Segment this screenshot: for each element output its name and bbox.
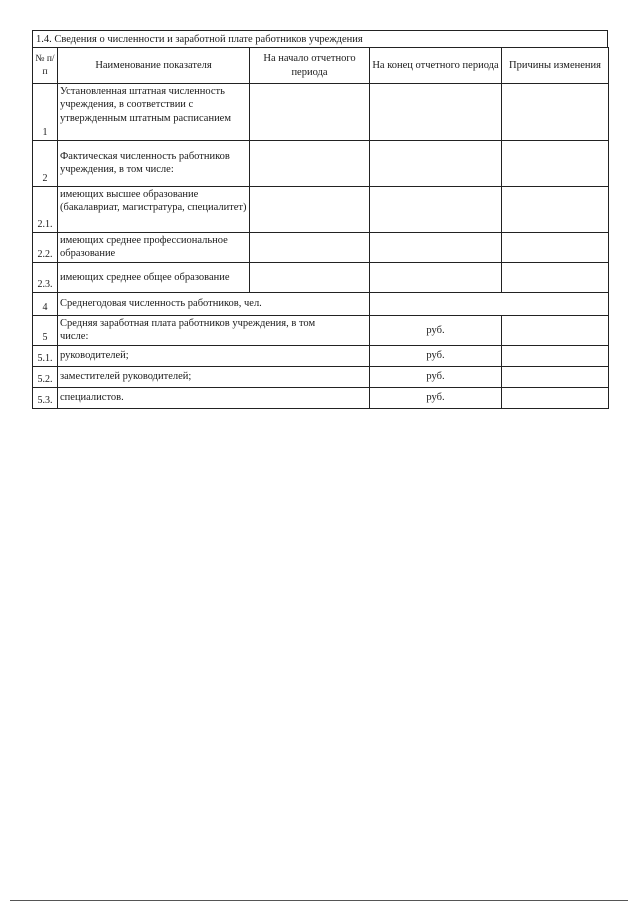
row-name: заместителей руководителей; [58, 367, 370, 388]
row-num: 2.3. [33, 263, 58, 293]
header-num: № п/п [33, 48, 58, 84]
cell-start[interactable] [250, 187, 370, 233]
row-name: Фактическая численность работников учреждения, в том числе: [58, 141, 250, 187]
cell-start[interactable] [250, 233, 370, 263]
cell-reason[interactable] [502, 233, 609, 263]
row-num: 5.2. [33, 367, 58, 388]
cell-value[interactable] [502, 316, 609, 346]
row-num: 2 [33, 141, 58, 187]
unit-rub: руб. [370, 316, 502, 346]
cell-end[interactable] [370, 84, 502, 141]
cell-end[interactable] [370, 263, 502, 293]
cell-end[interactable] [370, 187, 502, 233]
cell-reason[interactable] [502, 263, 609, 293]
report-sheet [32, 30, 608, 409]
header-end: На конец отчетного периода [370, 48, 502, 84]
row-num: 5.1. [33, 346, 58, 367]
cell-value[interactable] [370, 293, 609, 316]
table-row [33, 316, 609, 346]
row-name: руководителей; [58, 346, 370, 367]
cell-reason[interactable] [502, 187, 609, 233]
cell-reason[interactable] [502, 84, 609, 141]
table-row [33, 233, 609, 263]
table-row [33, 388, 609, 409]
row-name: специалистов. [58, 388, 370, 409]
staff-salary-table [32, 47, 609, 409]
cell-start[interactable] [250, 84, 370, 141]
cell-end[interactable] [370, 233, 502, 263]
table-row [33, 346, 609, 367]
row-num: 4 [33, 293, 58, 316]
row-name: Среднегодовая численность работников, чел. [58, 293, 370, 316]
cell-value[interactable] [502, 346, 609, 367]
row-num: 5.3. [33, 388, 58, 409]
page-bottom-line [10, 900, 628, 901]
row-num: 2.1. [33, 187, 58, 233]
table-row [33, 293, 609, 316]
cell-end[interactable] [370, 141, 502, 187]
row-name: имеющих среднее общее образование [58, 263, 250, 293]
row-num: 5 [33, 316, 58, 346]
table-row [33, 84, 609, 141]
row-name: Установленная штатная численность учреждения, в соответствии с утвержденным штатным расписанием [58, 84, 250, 141]
row-name: имеющих среднее профессиональное образование [58, 233, 250, 263]
cell-value[interactable] [502, 367, 609, 388]
table-row [33, 367, 609, 388]
section-title: 1.4. Сведения о численности и заработной плате работников учреждения [32, 30, 608, 47]
header-reason: Причины изменения [502, 48, 609, 84]
header-name: Наименование показателя [58, 48, 250, 84]
cell-value[interactable] [502, 388, 609, 409]
row-name: Средняя заработная плата работников учреждения, в том числе: [58, 316, 370, 346]
header-start: На начало отчетного периода [250, 48, 370, 84]
cell-start[interactable] [250, 141, 370, 187]
unit-rub: руб. [370, 388, 502, 409]
row-num: 2.2. [33, 233, 58, 263]
table-row [33, 263, 609, 293]
cell-start[interactable] [250, 263, 370, 293]
table-row [33, 141, 609, 187]
cell-reason[interactable] [502, 141, 609, 187]
table-row [33, 187, 609, 233]
row-num: 1 [33, 84, 58, 141]
row-name: имеющих высшее образование (бакалавриат, магистратура, специалитет) [58, 187, 250, 233]
unit-rub: руб. [370, 367, 502, 388]
header-row [33, 48, 609, 84]
unit-rub: руб. [370, 346, 502, 367]
